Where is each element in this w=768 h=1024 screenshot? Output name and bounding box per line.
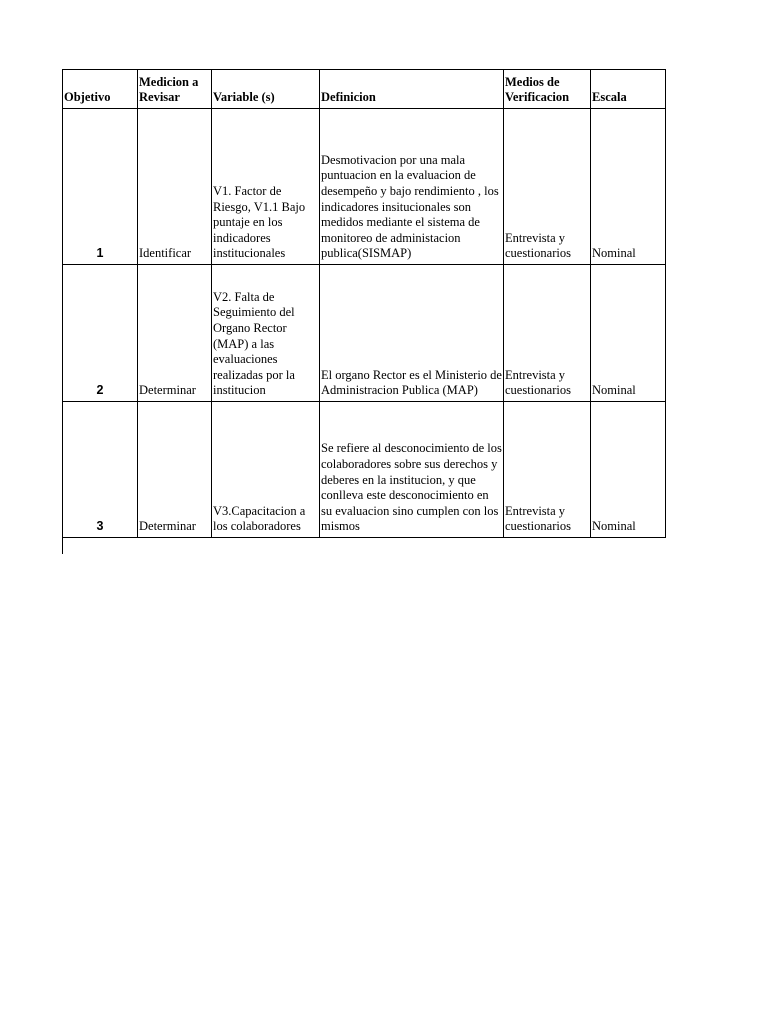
header-variable: Variable (s): [212, 70, 320, 109]
cell-definicion: Desmotivacion por una mala puntuacion en la evaluacion de desempeño y bajo rendimiento , los indicadores insitucionales son medidos mediante el sistema de monitoreo de administacion publica(SISMAP): [320, 109, 504, 265]
table-row: [63, 109, 666, 265]
cell-objetivo: 3: [63, 402, 138, 538]
header-objetivo: Objetivo: [63, 70, 138, 109]
table-row: [63, 265, 666, 402]
cell-variable: V2. Falta de Seguimiento del Organo Rector (MAP) a las evaluaciones realizadas por la institucion: [212, 265, 320, 402]
header-medios: Medios de Verificacion: [504, 70, 591, 109]
variables-table: [62, 69, 666, 538]
cell-objetivo: 2: [63, 265, 138, 402]
cell-variable: V3.Capacitacion a los colaboradores: [212, 402, 320, 538]
table-border-remnant: [62, 534, 63, 554]
cell-definicion: El organo Rector es el Ministerio de Administracion Publica (MAP): [320, 265, 504, 402]
header-row: [63, 70, 666, 109]
table-row: [63, 402, 666, 538]
cell-medicion: Determinar: [138, 402, 212, 538]
header-medicion: Medicion a Revisar: [138, 70, 212, 109]
cell-definicion: Se refiere al desconocimiento de los colaboradores sobre sus derechos y deberes en la institucion, y que conlleva este desconocimiento en su evaluacion sino cumplen con los mismos: [320, 402, 504, 538]
header-definicion: Definicion: [320, 70, 504, 109]
cell-escala: Nominal: [591, 265, 666, 402]
cell-medios: Entrevista y cuestionarios: [504, 265, 591, 402]
cell-escala: Nominal: [591, 402, 666, 538]
cell-medicion: Identificar: [138, 109, 212, 265]
cell-escala: Nominal: [591, 109, 666, 265]
cell-medios: Entrevista y cuestionarios: [504, 109, 591, 265]
header-escala: Escala: [591, 70, 666, 109]
cell-medios: Entrevista y cuestionarios: [504, 402, 591, 538]
cell-medicion: Determinar: [138, 265, 212, 402]
cell-variable: V1. Factor de Riesgo, V1.1 Bajo puntaje en los indicadores institucionales: [212, 109, 320, 265]
cell-objetivo: 1: [63, 109, 138, 265]
